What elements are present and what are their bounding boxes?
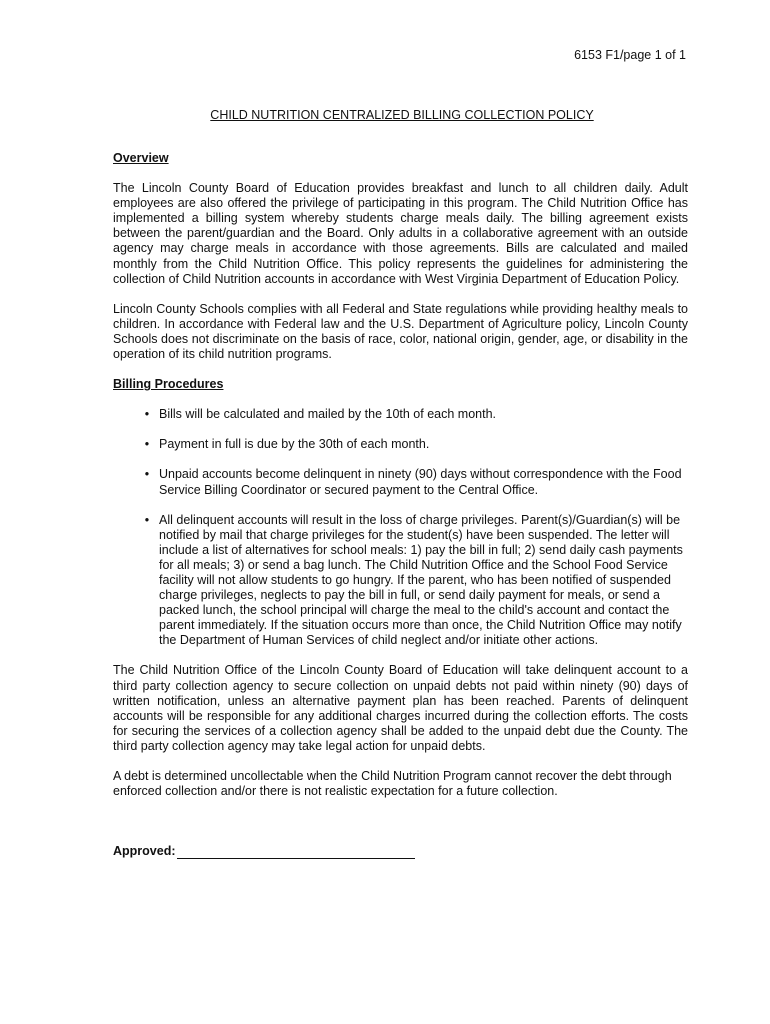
list-item-text: Bills will be calculated and mailed by the 10th of each month. <box>159 407 496 422</box>
page-number: 6153 F1/page 1 of 1 <box>574 48 686 62</box>
list-item-text: Payment in full is due by the 30th of each month. <box>159 437 430 452</box>
approval-line <box>113 844 688 859</box>
uncollectable-debt-paragraph: A debt is determined uncollectable when the Child Nutrition Program cannot recover the debt through enforced collection and/or there is not realistic expectation for a future collection. <box>113 769 672 799</box>
nondiscrimination-paragraph: Lincoln County Schools complies with all Federal and State regulations while providing healthy meals to children. In accordance with Federal law and the U.S. Department of Agriculture policy, Lincoln County Schools does not discriminate on the basis of race, color, national origin, gender, age, or disability in the operation of its child nutrition programs. <box>113 301 688 362</box>
list-item <box>113 437 688 452</box>
list-item-text: All delinquent accounts will result in the loss of charge privileges. Parent(s)/Guardian(s) will be notified by mail that charge privileges for the student(s) have been suspended. The letter will include a list of alternatives for school meals: 1) pay the bill in full; 2) send daily cash payments for all meals; 3) or send a bag lunch. The Child Nutrition Office and the School Food Service facility will not allow students to go hungry. If the parent, who has been notified of suspended charge privileges, neglects to pay the bill in full, or send daily payment for meals, or send a packed lunch, the school principal will charge the meal to the child's account and contact the parent immediately. If the situation occurs more than once, the Child Nutrition Office may notify the Department of Human Services of child neglect and/or initiate other actions. <box>159 512 683 648</box>
bullet-icon: • <box>144 467 150 482</box>
overview-paragraph: The Lincoln County Board of Education provides breakfast and lunch to all children daily. Adult employees are also offered the privilege of participating in this program. The Child Nutrition Office has implemented a billing system whereby students charge meals daily. The billing agreement exists between the parent/guardian and the Board. Only adults in a collaborative agreement with an outside agency may charge meals in accordance with those agreements. Bills are calculated and mailed monthly from the Child Nutrition Office. This policy represents the guidelines for administering the collection of Child Nutrition accounts in accordance with West Virginia Department of Education Policy. <box>113 181 688 286</box>
approved-label: Approved: <box>113 844 176 859</box>
list-item <box>113 467 688 497</box>
document-title: CHILD NUTRITION CENTRALIZED BILLING COLLECTION POLICY <box>210 108 594 122</box>
billing-procedures-list <box>113 407 688 648</box>
signature-line <box>177 845 415 859</box>
list-item-text: Unpaid accounts become delinquent in ninety (90) days without correspondence with the Food Service Billing Coordinator or secured payment to the Central Office. <box>159 467 682 497</box>
document-body <box>113 151 688 859</box>
bullet-icon: • <box>144 512 150 527</box>
list-item <box>113 407 688 422</box>
bullet-icon: • <box>144 407 150 422</box>
bullet-icon: • <box>144 437 150 452</box>
overview-heading: Overview <box>113 151 169 165</box>
billing-procedures-heading: Billing Procedures <box>113 377 224 392</box>
list-item <box>113 513 688 649</box>
collection-agency-paragraph: The Child Nutrition Office of the Lincoln County Board of Education will take delinquent account to a third party collection agency to secure collection on unpaid debts not paid within ninety (90) days of written notification, unless an alternative payment plan has been reached. Parents of delinquent accounts will be responsible for any additional charges incurred during the collection efforts. The costs for securing the services of a collection agency shall be added to the unpaid debt due the County. The third party collection agency may take legal action for unpaid debts. <box>113 663 688 753</box>
